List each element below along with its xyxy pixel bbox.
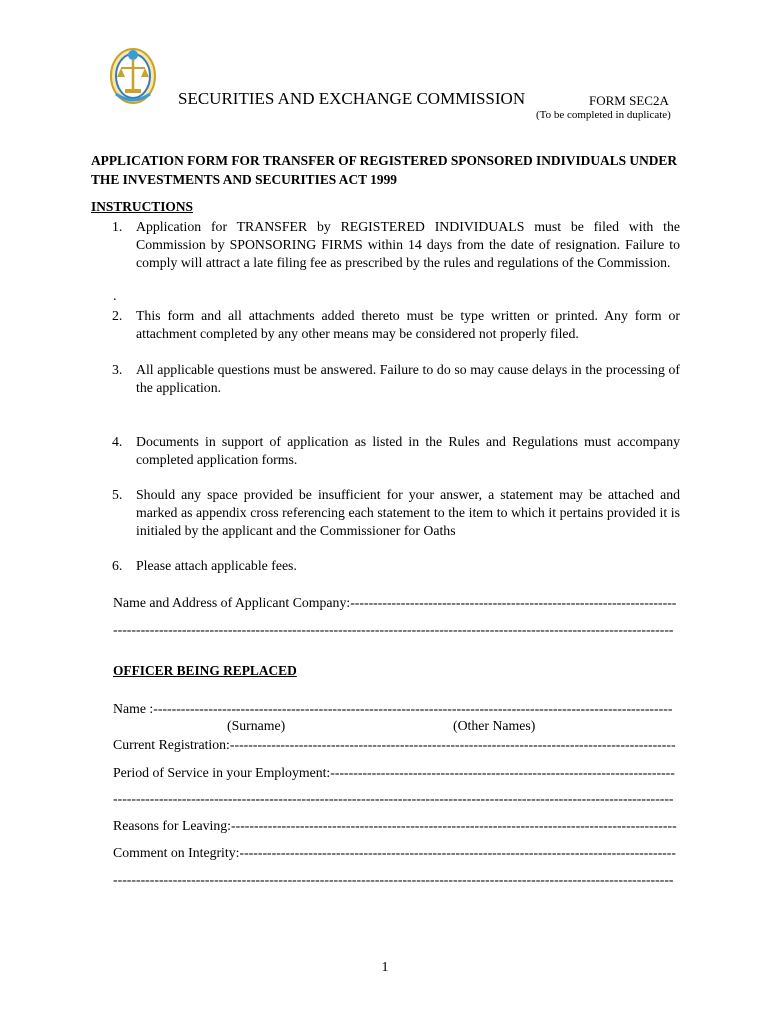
officer-section-heading: OFFICER BEING REPLACED: [113, 663, 297, 678]
instruction-item: 1. Application for TRANSFER by REGISTERED INDIVIDUALS must be filed with the Commission by SPONSORING FIRMS within 14 days from the date of resignation. Failure to comply will attract a late filing fee as prescribed by the rules and regulations of the Commission.: [112, 219, 680, 270]
organization-name: SECURITIES AND EXCHANGE COMMISSION: [178, 89, 526, 108]
period-of-service-label: Period of Service in your Employment:: [113, 765, 331, 780]
other-names-hint: (Other Names): [453, 718, 536, 733]
duplicate-note: (To be completed in duplicate): [536, 109, 671, 121]
reasons-for-leaving-label: Reasons for Leaving:: [113, 818, 232, 833]
instruction-item: 3. All applicable questions must be answered. Failure to do so may cause delays in the processing of the application.: [112, 362, 680, 395]
instruction-item: 5. Should any space provided be insufficient for your answer, a statement may be attached and marked as appendix cross referencing each statement to the item to which it pertains provided it is initialed by the applicant and the Commissioner for Oaths: [112, 487, 680, 538]
applicant-company-label: Name and Address of Applicant Company:: [113, 595, 351, 610]
name-field[interactable]: [113, 700, 683, 718]
applicant-company-continuation[interactable]: [113, 621, 683, 639]
page-number: 1: [381, 960, 389, 975]
surname-hint: (Surname): [227, 718, 286, 733]
fill-line: -------------------------------------------------------------------------------------------------: [231, 818, 677, 833]
period-of-service-continuation[interactable]: [113, 790, 683, 808]
applicant-company-field[interactable]: [113, 594, 683, 612]
fill-line: --------------------------------------------------------------------------------------------------------------------------: [113, 872, 674, 887]
current-registration-field[interactable]: [113, 736, 683, 754]
comment-on-integrity-label: Comment on Integrity:: [113, 845, 240, 860]
current-registration-label: Current Registration:: [113, 737, 230, 752]
fill-line: -----------------------------------------------------------------------------------------------: [239, 845, 676, 860]
sec-logo: [110, 46, 156, 106]
form-title: APPLICATION FORM FOR TRANSFER OF REGISTERED SPONSORED INDIVIDUALS UNDER THE INVESTMENTS AND SECURITIES ACT 1999: [91, 153, 678, 187]
comment-on-integrity-field[interactable]: [113, 844, 683, 862]
fill-line: --------------------------------------------------------------------------------------------------------------------------: [113, 791, 674, 806]
instruction-item: 4. Documents in support of application as listed in the Rules and Regulations must accompany completed application forms.: [112, 434, 680, 467]
reasons-for-leaving-field[interactable]: [113, 817, 683, 835]
instructions-heading: INSTRUCTIONS: [91, 199, 193, 214]
period-of-service-field[interactable]: [113, 764, 683, 782]
fill-line: -----------------------------------------------------------------------: [350, 595, 677, 610]
fill-line: -----------------------------------------------------------------------------------------------------------------: [153, 701, 673, 716]
fill-line: ---------------------------------------------------------------------------: [330, 765, 675, 780]
stray-dot: .: [113, 289, 117, 304]
comment-on-integrity-continuation[interactable]: [113, 871, 683, 889]
form-number: FORM SEC2A: [589, 93, 669, 108]
fill-line: --------------------------------------------------------------------------------------------------------------------------: [113, 622, 674, 637]
fill-line: -------------------------------------------------------------------------------------------------: [229, 737, 676, 752]
instruction-item: 2. This form and all attachments added thereto must be type written or printed. Any form or attachment completed by any other means may be considered not properly filed.: [112, 308, 680, 341]
name-label: Name :: [113, 701, 154, 716]
instruction-item: 6. Please attach applicable fees.: [112, 558, 297, 573]
